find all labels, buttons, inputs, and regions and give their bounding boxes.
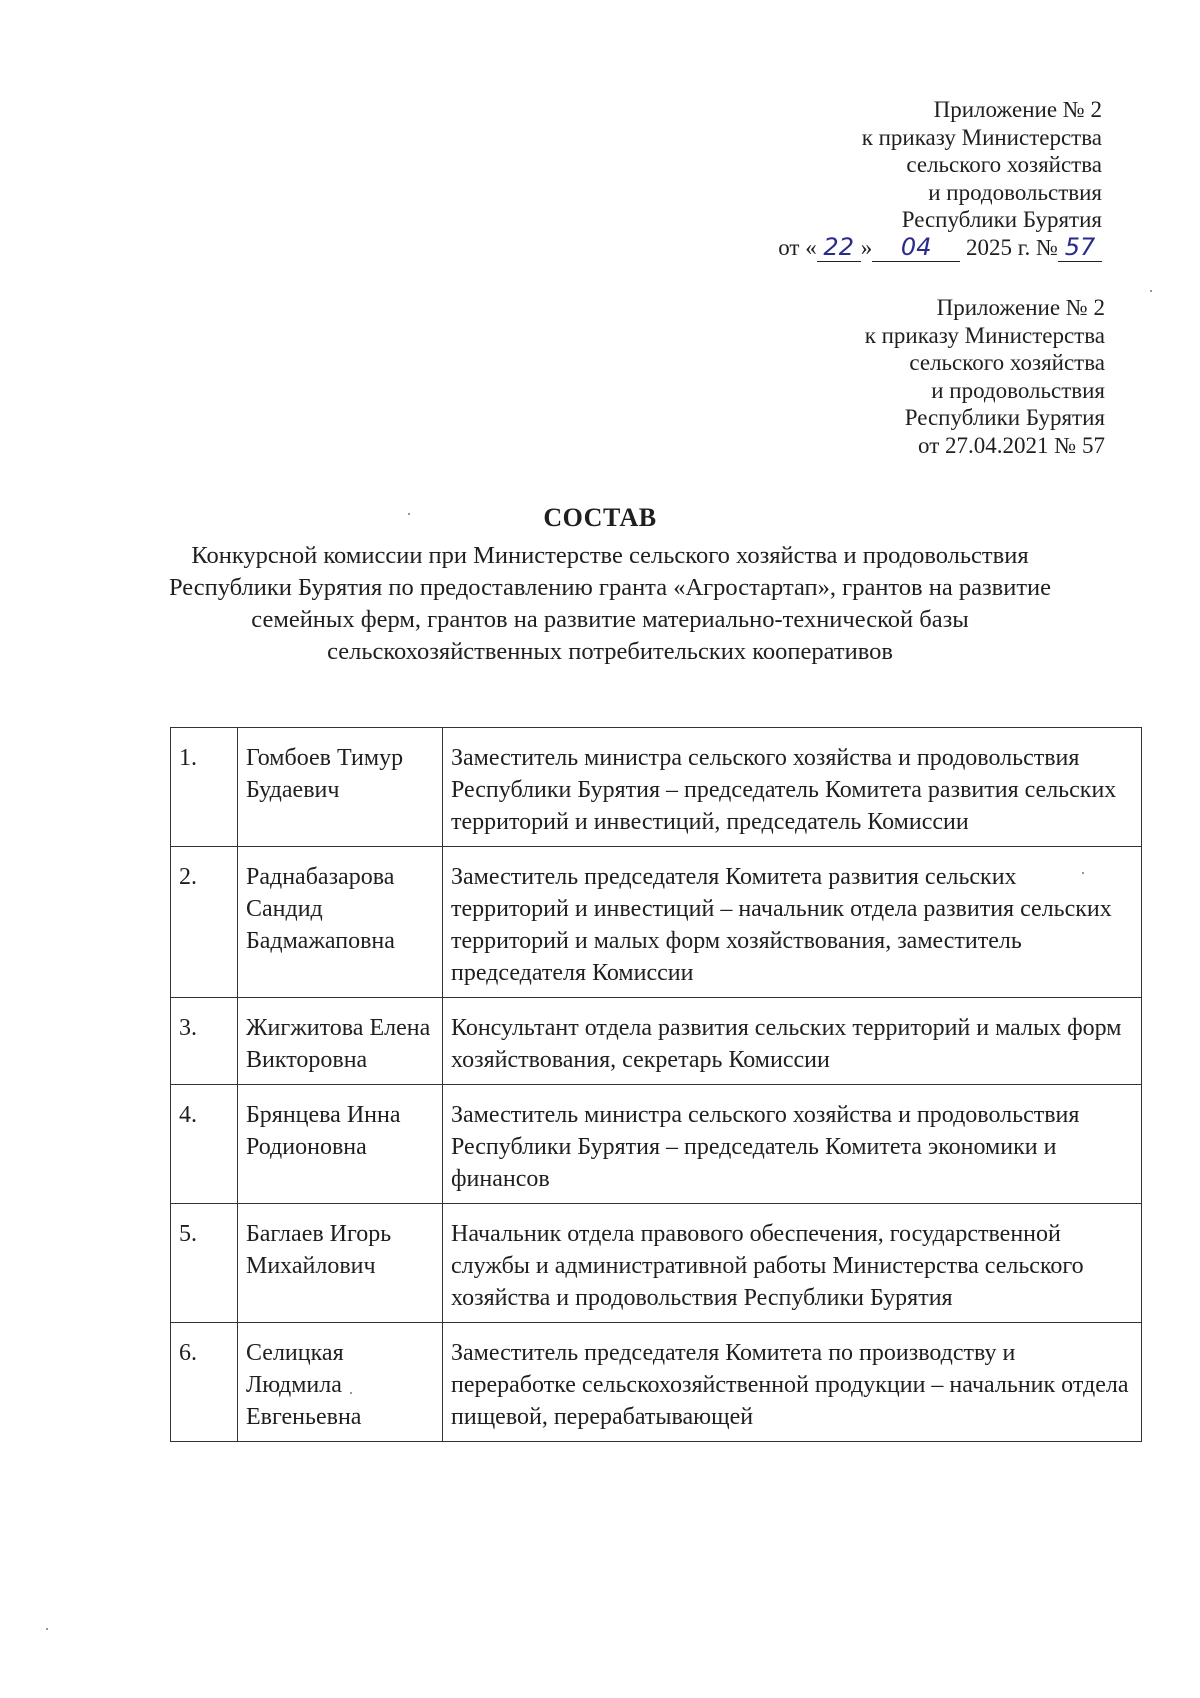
commission-members-table bbox=[170, 727, 1142, 1442]
document-title: СОСТАВ bbox=[543, 503, 657, 532]
handwritten-day: 22 bbox=[823, 232, 854, 261]
document-subtitle: Конкурсной комиссии при Министерстве сельского хозяйства и продовольствия Республики Бурятия по предоставлению гранта «Агростартап», грантов на развитие семейных ферм, грантов на развитие материально-технической базы сельскохозяйственных потребительских кооперативов bbox=[168, 542, 1052, 665]
annex-line: и продовольствия bbox=[928, 179, 1102, 205]
annex-line: Приложение № 2 bbox=[933, 97, 1102, 122]
annex-header-previous bbox=[605, 294, 1105, 459]
member-position: Заместитель председателя Комитета по производству и переработке сельскохозяйственной продукции – начальник отдела пищевой, перерабатывающей bbox=[443, 1323, 1142, 1442]
member-position: Консультант отдела развития сельских территорий и малых форм хозяйствования, секретарь Комиссии bbox=[443, 998, 1142, 1085]
date-prefix: от « bbox=[778, 234, 817, 260]
annex-line: к приказу Министерства bbox=[861, 124, 1102, 150]
scan-speck bbox=[408, 513, 410, 515]
table-row bbox=[171, 728, 1142, 847]
scan-speck bbox=[46, 1628, 48, 1630]
member-name: Брянцева Инна Родионовна bbox=[238, 1085, 443, 1204]
table-row bbox=[171, 1323, 1142, 1442]
member-name: Гомбоев Тимур Будаевич bbox=[238, 728, 443, 847]
scan-speck bbox=[1150, 290, 1152, 292]
member-number: 2. bbox=[171, 847, 238, 998]
member-number: 3. bbox=[171, 998, 238, 1085]
date-year-text: 2025 г. № bbox=[965, 234, 1058, 260]
member-name: Жигжитова Елена Викторовна bbox=[238, 998, 443, 1085]
date-day-close: » bbox=[860, 234, 873, 260]
member-number: 1. bbox=[171, 728, 238, 847]
annex-line: Республики Бурятия bbox=[901, 207, 1102, 232]
table-row bbox=[171, 998, 1142, 1085]
annex-line: от 27.04.2021 № 57 bbox=[918, 432, 1105, 458]
member-name: Селицкая Людмила Евгеньевна bbox=[238, 1323, 443, 1442]
member-number: 6. bbox=[171, 1323, 238, 1442]
member-name: Баглаев Игорь Михайлович bbox=[238, 1204, 443, 1323]
handwritten-month: 04 bbox=[900, 232, 932, 261]
member-position: Начальник отдела правового обеспечения, государственной службы и административной работы Министерства сельского хозяйства и продовольствия Республики Бурятия bbox=[443, 1204, 1142, 1323]
table-row bbox=[171, 1085, 1142, 1204]
annex-line: Приложение № 2 bbox=[936, 295, 1105, 320]
member-position: Заместитель председателя Комитета развития сельских территорий и инвестиций – начальник отдела развития сельских территорий и малых форм хозяйствования, заместитель председателя Комиссии bbox=[443, 847, 1142, 998]
annex-line: Республики Бурятия bbox=[904, 405, 1105, 430]
member-number: 5. bbox=[171, 1204, 238, 1323]
handwritten-number: 57 bbox=[1064, 232, 1096, 261]
scan-speck bbox=[350, 1392, 352, 1394]
annex-line: и продовольствия bbox=[931, 377, 1105, 403]
member-position: Заместитель министра сельского хозяйства и продовольствия Республики Бурятия – председатель Комитета развития сельских территорий и инвестиций, председатель Комиссии bbox=[443, 728, 1142, 847]
table-row bbox=[171, 1204, 1142, 1323]
table-row bbox=[171, 847, 1142, 998]
member-number: 4. bbox=[171, 1085, 238, 1204]
member-position: Заместитель министра сельского хозяйства и продовольствия Республики Бурятия – председатель Комитета экономики и финансов bbox=[443, 1085, 1142, 1204]
order-date-line bbox=[602, 234, 1102, 263]
annex-line: к приказу Министерства bbox=[864, 322, 1105, 348]
member-name: Раднабазарова Сандид Бадмажаповна bbox=[238, 847, 443, 998]
annex-header-current bbox=[602, 96, 1102, 262]
scan-speck bbox=[1082, 872, 1084, 874]
annex-line: сельского хозяйства bbox=[909, 350, 1105, 375]
annex-line: сельского хозяйства bbox=[906, 152, 1102, 177]
